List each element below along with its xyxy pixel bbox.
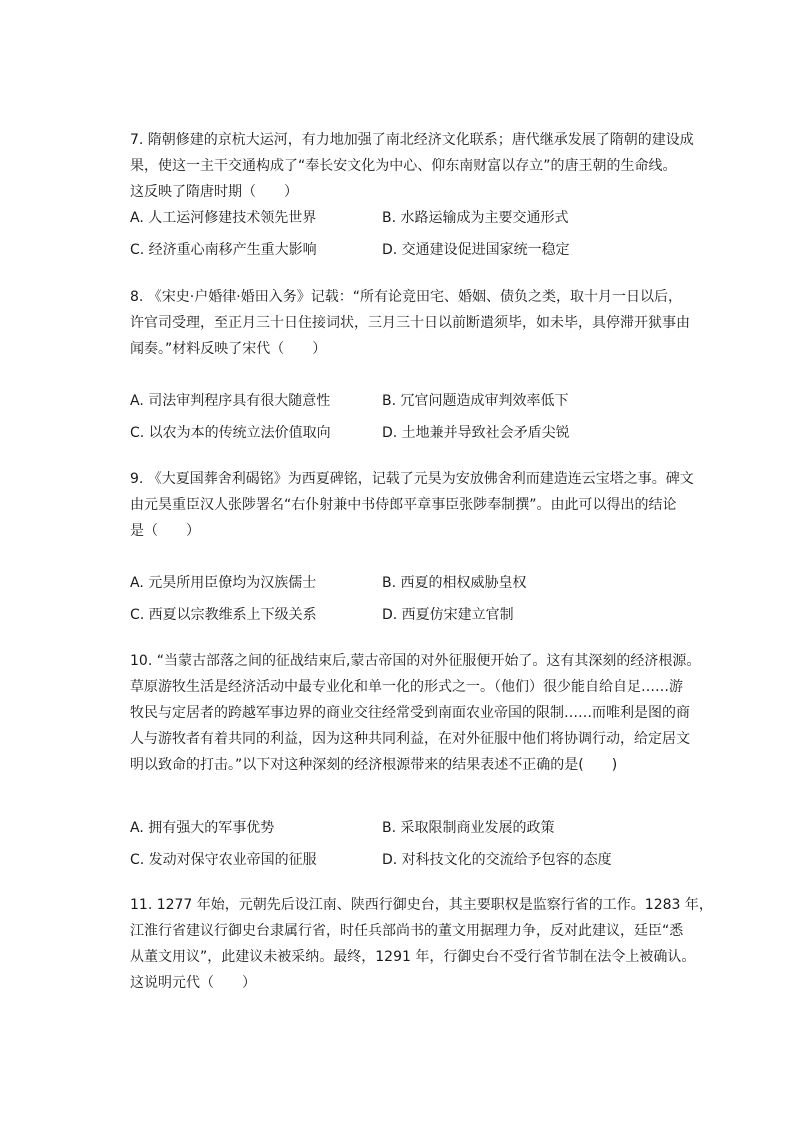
stem-line: 明以致命的打击。”以下对这种深刻的经济根源带来的结果表述不正确的是( )	[130, 757, 618, 773]
stem-line: 这反映了隋唐时期（ ）	[130, 184, 298, 200]
question-9-option-d[interactable]: D. 西夏仿宋建立官制	[382, 607, 514, 623]
question-8-option-b[interactable]: B. 冗官问题造成审判效率低下	[382, 393, 569, 409]
question-8-option-c[interactable]: C. 以农为本的传统立法价值取向	[130, 425, 331, 441]
question-8-stem	[130, 284, 690, 362]
question-10-stem	[130, 648, 701, 778]
question-8-option-d[interactable]: D. 土地兼并导致社会矛盾尖锐	[382, 425, 570, 441]
stem-line: 闻奏。”材料反映了宋代（ ）	[130, 341, 327, 357]
stem-line: 9. 《大夏国葬舍利碣铭》为西夏碑铭，记载了元昊为安放佛舍利而建造连云宝塔之事。碑文	[130, 471, 694, 487]
stem-line: 牧民与定居者的跨越军事边界的商业交往经常受到南面农业帝国的限制……而唯利是图的商	[130, 705, 690, 721]
question-7-option-d[interactable]: D. 交通建设促进国家统一稳定	[382, 242, 570, 258]
question-9-option-b[interactable]: B. 西夏的相权威胁皇权	[382, 575, 527, 591]
question-7-option-c[interactable]: C. 经济重心南移产生重大影响	[130, 242, 317, 258]
stem-line: 11. 1277 年始，元朝先后设江南、陕西行御史台，其主要职权是监察行省的工作。1283 年，	[130, 897, 713, 913]
stem-line: 是（ ）	[130, 523, 200, 539]
question-7-stem	[130, 127, 694, 205]
stem-line: 这说明元代（ ）	[130, 975, 256, 991]
question-10-option-a[interactable]: A. 拥有强大的军事优势	[130, 820, 275, 836]
question-7-option-a[interactable]: A. 人工运河修建技术领先世界	[130, 210, 317, 226]
stem-line: 10. “当蒙古部落之间的征战结束后,蒙古帝国的对外征服便开始了。这有其深刻的经济根源。	[130, 653, 701, 669]
question-9-option-c[interactable]: C. 西夏以宗教维系上下级关系	[130, 607, 317, 623]
question-9-stem	[130, 466, 694, 544]
stem-line: 8. 《宋史·户婚律·婚田入务》记载：“所有论竞田宅、婚姻、债负之类，取十月一日以后，	[130, 289, 682, 305]
stem-line: 由元昊重臣汉人张陟署名“右仆射兼中书侍郎平章事臣张陟奉制撰”。由此可以得出的结论	[130, 497, 677, 513]
question-10-option-d[interactable]: D. 对科技文化的交流给予包容的态度	[382, 852, 612, 868]
stem-line: 许官司受理，至正月三十日住接词状，三月三十日以前断遣须毕，如未毕，具停滞开狱事由	[130, 315, 690, 331]
question-9-option-a[interactable]: A. 元昊所用臣僚均为汉族儒士	[130, 575, 317, 591]
question-7-option-b[interactable]: B. 水路运输成为主要交通形式	[382, 210, 569, 226]
question-8-option-a[interactable]: A. 司法审判程序具有很大随意性	[130, 393, 331, 409]
stem-line: 人与游牧者有着共同的利益，因为这种共同利益，在对外征服中他们将协调行动，给定居文	[130, 731, 690, 747]
stem-line: 草原游牧生活是经济活动中最专业化和单一化的形式之一。（他们）很少能自给自足……游	[130, 679, 683, 695]
question-10-option-c[interactable]: C. 发动对保守农业帝国的征服	[130, 852, 317, 868]
question-11-stem	[130, 892, 713, 996]
stem-line: 江淮行省建议行御史台隶属行省，时任兵部尚书的董文用据理力争，反对此建议，廷臣“悉	[130, 923, 684, 939]
stem-line: 7. 隋朝修建的京杭大运河，有力地加强了南北经济文化联系；唐代继承发展了隋朝的建设成	[130, 132, 694, 148]
stem-line: 从董文用议”，此建议未被采纳。最终，1291 年，行御史台不受行省节制在法令上被确认。	[130, 949, 696, 965]
stem-line: 果，使这一主干交通构成了“奉长安文化为中心、仰东南财富以存立”的唐王朝的生命线。	[130, 158, 677, 174]
question-10-option-b[interactable]: B. 采取限制商业发展的政策	[382, 820, 555, 836]
